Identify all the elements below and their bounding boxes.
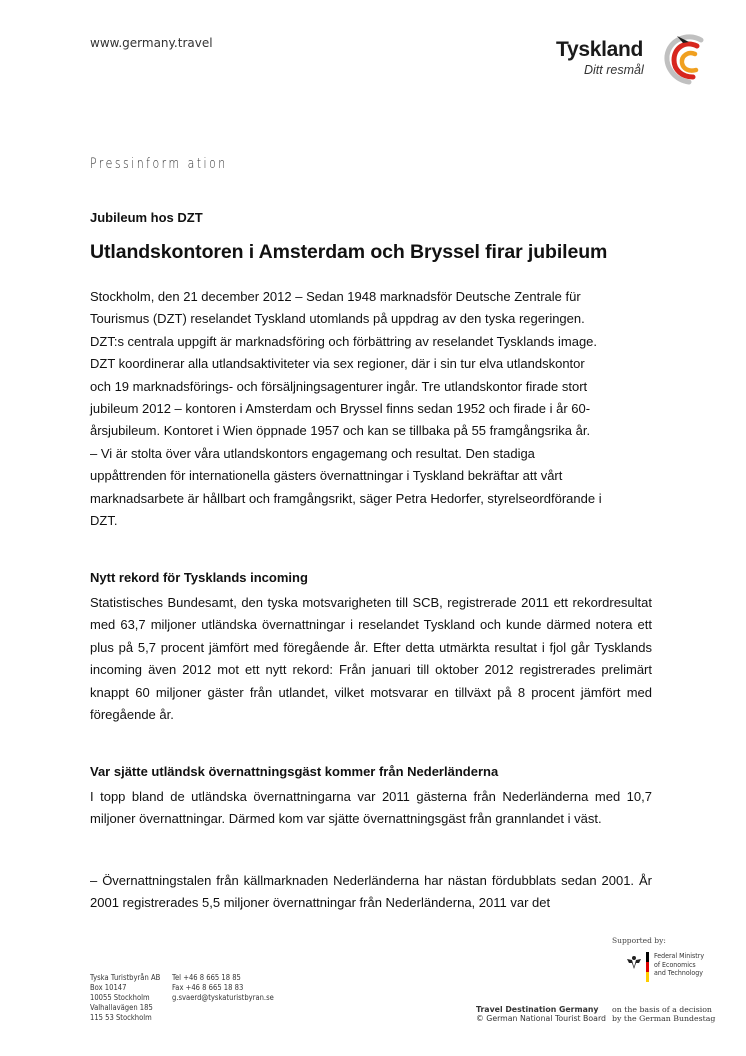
address-line: Tyska Turistbyrån AB [90,972,161,982]
text-line: marknadsarbete är hållbart och framgångsrikt, säger Petra Hedorfer, styrelseordförande i [90,490,602,506]
ministry-line: of Economics [654,959,696,969]
basis-line: on the basis of a decision [612,1005,712,1014]
contact-phone: Tel +46 8 665 18 85 [172,972,241,982]
paragraph-intro [90,286,650,532]
tyskland-logo [556,30,706,90]
paragraph-record: Statistisches Bundesamt, den tyska motsvarigheten till SCB, registrerade 2011 ett rekordresultat med 63,7 miljoner utländska övernattningar i reselandet Tyskland och kunde därmed notera ett plus på 5,7 procent jämfört med föregående år. Efter detta utmärkta resultat i fjol går Tysklands incoming även 2012 mot ett nytt rekord: Från januari till oktober 2012 registrerades prelimärt knappt 60 miljoner gäster från utlandet, vilket motsvarar en tillväxt på 8 procent jämfört med föregående år. [90,595,652,723]
address-line: 10055 Stockholm [90,992,150,1003]
logo-title: Tyskland [556,38,644,61]
text-line: DZT koordinerar alla utlandsaktiviteter via sex regioner, där i sin tur elva utlandskontor [90,356,585,372]
contact-email[interactable]: g.svaerd@tyskaturistbyran.se [172,992,274,1003]
text-line: – Vi är stolta över våra utlandskontors engagemang och resultat. Den stadiga [90,445,535,461]
bundestag-basis [612,1006,715,1023]
text-line: och 19 marknadsförings- och försäljningsagenturer ingår. Tre utlandskontor firade stort [90,378,588,394]
section-heading-record: Nytt rekord för Tysklands incoming [90,570,308,585]
contact-fax: Fax +46 8 665 18 83 [172,982,244,993]
ministry-name [654,952,704,978]
text-line: DZT:s centrala uppgift är marknadsföring och förbättring av reselandet Tysklands image. [90,333,598,349]
german-flag-bar [646,952,649,982]
address-line: Box 10147 [90,982,127,993]
address-line: 115 53 Stockholm [90,1012,152,1023]
ministry-line: Federal Ministry [654,951,705,960]
paragraph-netherlands: I topp bland de utländska övernattningarna var 2011 gästerna från Nederländerna med 10,7 miljoner övernattningar. Därmed kom var sjätte övernattningsgäst från grannlandet i väst. [90,789,652,827]
text-line: årsjubileum. Kontoret i Wien öppnade 1957 och kan se tillbaka på 55 framgångsrika år. [90,423,591,439]
eagle-swirl-icon [661,30,707,86]
text-line: jubileum 2012 – kontoren i Amsterdam och Bryssel finns sedan 1952 och firade i år 60- [90,401,591,417]
website-url[interactable]: www.germany.travel [90,36,213,50]
travel-destination-germany [476,1006,606,1023]
supported-by-label: Supported by: [612,936,666,945]
text-line: Tourismus (DZT) reselandet Tyskland utomlands på uppdrag av den tyska regeringen. [90,311,585,327]
section-heading-netherlands: Var sjätte utländsk övernattningsgäst kommer från Nederländerna [90,764,499,779]
text-line: DZT. [90,513,118,529]
text-line: Stockholm, den 21 december 2012 – Sedan 1948 marknadsför Deutsche Zentrale für [90,289,581,304]
kicker: Jubileum hos DZT [90,210,203,225]
logo-subtitle: Ditt resmål [584,63,644,77]
paragraph-quote: – Övernattningstalen från källmarknaden Nederländerna har nästan fördubblats sedan 2001. År 2001 registrerades 5,5 miljoner övernattningar från Nederländerna, 2011 var det [90,873,652,911]
address-line: Valhallavägen 185 [90,1002,153,1013]
basis-line: by the German Bundestag [612,1013,716,1023]
tdg-subtitle: © German National Tourist Board [476,1013,606,1023]
footer-address [90,972,160,1022]
footer-contact [172,972,274,1002]
press-information-label: Pressinform ation [90,156,228,172]
ministry-line: and Technology [654,968,703,978]
text-line: uppåttrenden för internationella gästers övernattningar i Tyskland bekräftar att vårt [90,468,563,484]
headline: Utlandskontoren i Amsterdam och Bryssel firar jubileum [90,241,608,263]
federal-eagle-icon [626,954,642,970]
tdg-title: Travel Destination Germany [476,1005,599,1014]
